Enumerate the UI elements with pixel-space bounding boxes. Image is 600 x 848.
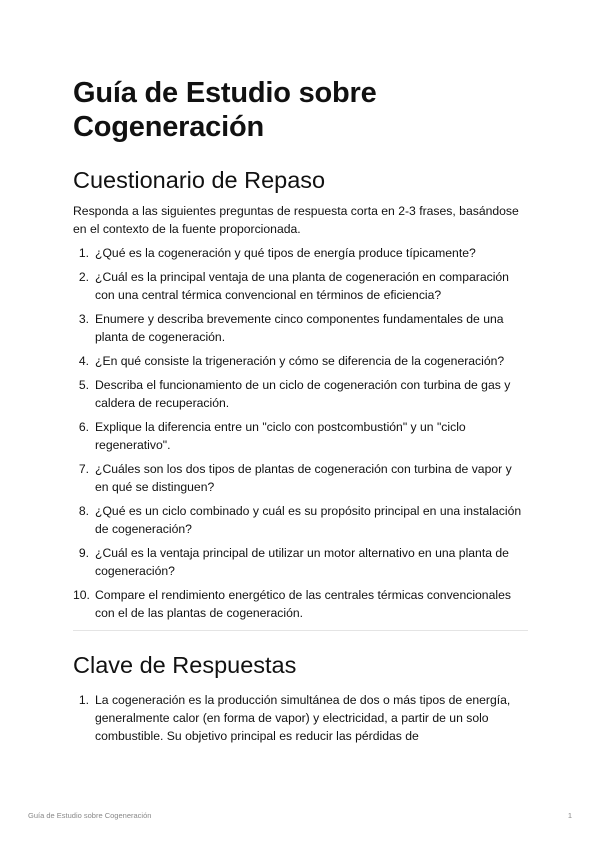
question-item bbox=[73, 502, 528, 538]
question-list bbox=[73, 244, 528, 622]
question-item-text: Enumere y describa brevemente cinco componentes fundamentales de una planta de cogeneración. bbox=[95, 312, 504, 344]
answer-item-number: 1. bbox=[78, 693, 89, 707]
question-item-number: 9. bbox=[78, 546, 89, 560]
question-item-number: 3. bbox=[78, 312, 89, 326]
footer-page-number: 1 bbox=[567, 811, 572, 820]
question-item-text: ¿En qué consiste la trigeneración y cómo se diferencia de la cogeneración? bbox=[95, 354, 505, 368]
question-item bbox=[73, 460, 528, 496]
answer-item-text: La cogeneración es la producción simultánea de dos o más tipos de energía, generalmente calor (en forma de vapor) y electricidad, a partir de un solo combustible. Su objetivo principal es reducir las pérdidas de bbox=[95, 693, 511, 743]
question-item-number: 10. bbox=[73, 588, 90, 602]
question-item-text: ¿Cuál es la ventaja principal de utilizar un motor alternativo en una planta de cogeneración? bbox=[95, 546, 509, 578]
footer-title: Guía de Estudio sobre Cogeneración bbox=[28, 811, 152, 820]
question-item bbox=[73, 376, 528, 412]
question-item-text: ¿Qué es la cogeneración y qué tipos de energía produce típicamente? bbox=[95, 246, 476, 260]
quiz-intro: Responda a las siguientes preguntas de respuesta corta en 2-3 frases, basándose en el contexto de la fuente proporcionada. bbox=[73, 204, 519, 236]
answers-heading: Clave de Respuestas bbox=[73, 652, 297, 678]
question-item-number: 4. bbox=[78, 354, 89, 368]
question-item-number: 8. bbox=[78, 504, 89, 518]
question-item bbox=[73, 352, 528, 370]
question-item-number: 2. bbox=[78, 270, 89, 284]
question-item-text: ¿Cuál es la principal ventaja de una planta de cogeneración en comparación con una central térmica convencional en términos de eficiencia? bbox=[95, 270, 509, 302]
question-item-number: 1. bbox=[78, 246, 89, 260]
answer-item bbox=[73, 691, 528, 745]
question-item-number: 6. bbox=[78, 420, 89, 434]
document-title: Guía de Estudio sobre Cogeneración bbox=[73, 77, 377, 143]
question-item-text: ¿Qué es un ciclo combinado y cuál es su propósito principal en una instalación de cogeneración? bbox=[95, 504, 522, 536]
answer-list bbox=[73, 691, 528, 745]
question-item bbox=[73, 310, 528, 346]
question-item-number: 5. bbox=[78, 378, 89, 392]
question-item-text: Describa el funcionamiento de un ciclo de cogeneración con turbina de gas y caldera de recuperación. bbox=[95, 378, 511, 410]
question-item-text: Explique la diferencia entre un "ciclo con postcombustión" y un "ciclo regenerativo". bbox=[95, 420, 466, 452]
section-divider bbox=[73, 630, 528, 631]
question-item bbox=[73, 268, 528, 304]
question-item-text: ¿Cuáles son los dos tipos de plantas de cogeneración con turbina de vapor y en qué se distinguen? bbox=[95, 462, 512, 494]
question-item bbox=[73, 544, 528, 580]
question-item bbox=[73, 244, 528, 262]
quiz-heading: Cuestionario de Repaso bbox=[73, 167, 326, 193]
question-item-number: 7. bbox=[78, 462, 89, 476]
document-content bbox=[73, 76, 528, 751]
question-item bbox=[73, 418, 528, 454]
question-item bbox=[73, 586, 528, 622]
question-item-text: Compare el rendimiento energético de las centrales térmicas convencionales con el de las plantas de cogeneración. bbox=[95, 588, 511, 620]
